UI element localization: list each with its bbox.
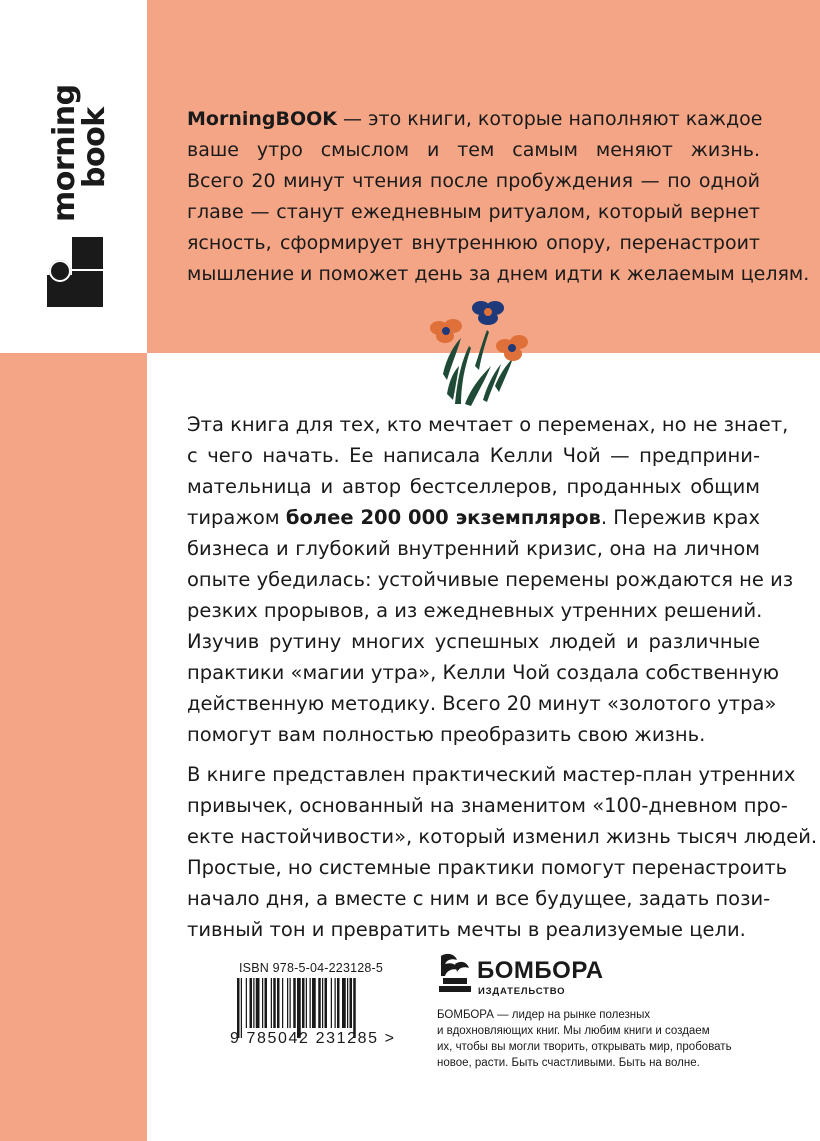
isbn-label: ISBN 978-5-04-223128-5 [239, 961, 384, 975]
body2-line: екте настойчивости», который изменил жизнь тысяч людей. [187, 825, 818, 848]
barcode-bar [306, 978, 307, 1028]
barcode-bar [246, 978, 247, 1028]
barcode-bar [277, 978, 280, 1028]
barcode-bar [265, 978, 268, 1028]
barcode-bar [325, 978, 328, 1028]
barcode-bar [331, 978, 332, 1028]
intro-line-1: — это книги, которые наполняют каждое [337, 108, 763, 130]
barcode-bar [337, 978, 340, 1028]
body1-line: резких прорывов, а из ежедневных утренних решений. [187, 599, 763, 622]
barcode-bar [310, 978, 311, 1028]
barcode-bar [335, 978, 336, 1028]
barcode-bar [271, 978, 272, 1028]
morningbook-logo [0, 0, 147, 353]
tirage-prefix: тиражом [187, 506, 286, 529]
barcode-bar [318, 978, 321, 1028]
body1-line: практики «магии утра», Келли Чой создала собственную [187, 661, 780, 684]
intro-paragraph [187, 104, 810, 290]
intro-line-6: мышление и поможет день за днем идти к желаемым целям. [187, 263, 810, 285]
barcode-bar [297, 978, 301, 1038]
barcode-bar [250, 978, 253, 1028]
publisher-subtitle: ИЗДАТЕЛЬСТВО [478, 986, 566, 997]
body2-line: тивный тон и превратить мечты в реализуемые цели. [187, 918, 746, 941]
logo-word-morning: morning [47, 84, 82, 222]
publisher-desc-line: БОМБОРА — лидер на рынке полезных [437, 1009, 651, 1021]
tirage-suffix: . Пережив крах [600, 506, 760, 529]
flowers-illustration [425, 296, 545, 408]
body2-line: привычек, основанный на знаменитом «100-дневном про- [187, 794, 788, 817]
body1-line: действенную методику. Всего 20 минут «золотого утра» [187, 692, 777, 715]
publisher-desc-line: их, чтобы вы могли творить, открывать мир, пробовать [437, 1041, 732, 1053]
body2-line: В книге представлен практический мастер-план утренних [187, 763, 796, 786]
barcode-bar [262, 978, 263, 1028]
barcode-bar [256, 978, 260, 1028]
barcode-bar [347, 978, 348, 1028]
barcode-bar [322, 978, 323, 1028]
body1-line: помогут вам полностью преобразить свою жизнь. [187, 723, 706, 746]
body1-line: бизнеса и глубокий внутренний кризис, она на личном [187, 537, 760, 560]
publisher-desc-line: новое, расти. Быть счастливыми. Быть на волне. [437, 1057, 700, 1069]
body1-line: Изучив рутину многих успешных людей и различные [187, 630, 760, 653]
barcode-bar [342, 978, 346, 1028]
logo-word-book: book [77, 107, 112, 188]
barcode-bar [282, 978, 283, 1028]
body2-line: Простые, но системные практики помогут перенастроить [187, 856, 788, 879]
barcode-bar [312, 978, 316, 1028]
barcode-bar [350, 978, 353, 1028]
body1-line: мательница и автор бестселлеров, проданных общим [187, 475, 760, 498]
publisher-name: БОМБОРА [477, 957, 604, 984]
ean-digits: 9 785042 231285 > [230, 1030, 396, 1047]
bombora-wave-icon [437, 950, 473, 998]
barcode-bar [353, 978, 356, 1038]
intro-brand-bold: MorningBOOK [187, 108, 338, 130]
intro-line-3: Всего 20 минут чтения после пробуждения — по одной [187, 170, 760, 192]
barcode-bar [253, 978, 254, 1028]
publisher-desc-line: и вдохновляющих книг. Мы любим книги и создаем [437, 1025, 710, 1037]
intro-line-2: ваше утро смыслом и тем самым меняют жизнь. [187, 139, 760, 161]
body2-line: начало дня, а вместе с ним и все будущее, задать пози- [187, 887, 771, 910]
publisher-description [437, 1007, 757, 1071]
barcode-bar [241, 978, 242, 1038]
body1-line: Эта книга для тех, кто мечтает о переменах, но не знает, [187, 413, 789, 436]
barcode-bar [273, 978, 276, 1028]
barcode-bar [287, 978, 288, 1028]
barcode-bar [237, 978, 240, 1038]
barcode-bar [290, 978, 291, 1028]
intro-line-4: главе — станут ежедневным ритуалом, который вернет [187, 201, 760, 223]
logo-mark-icon [47, 237, 103, 307]
intro-line-5: ясность, сформирует внутреннюю опору, перенастроит [187, 232, 760, 254]
body1-tirage-line [187, 502, 760, 533]
body-paragraph-1 [187, 409, 794, 750]
barcode-bar [302, 978, 305, 1028]
body1-line: с чего начать. Ее написала Келли Чой — предприни- [187, 444, 760, 467]
barcode-bar [293, 978, 296, 1028]
body1-line: опыте убедилась: устойчивые перемены рождаются не из [187, 568, 794, 591]
body-paragraph-2 [187, 759, 818, 945]
tirage-bold: более 200 000 экземпляров [285, 506, 601, 529]
peach-background-left [0, 353, 147, 1141]
